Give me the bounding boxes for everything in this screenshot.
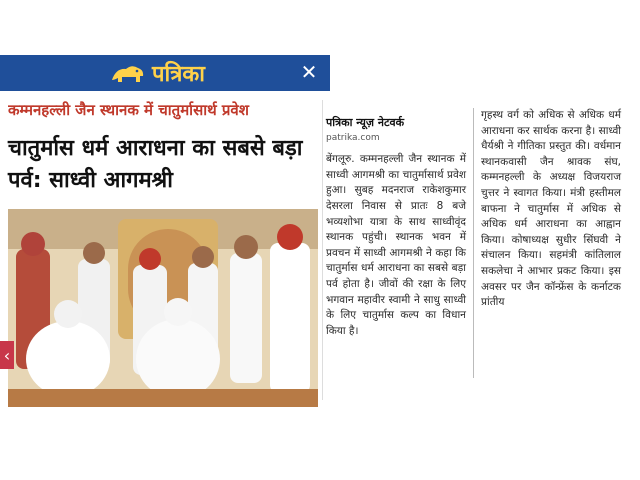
article-text: बेंगलूरु. कम्मनहल्ली जैन स्थानक में साध्वी आगमश्री का चातुर्मासार्थ प्रवेश हुआ। सुबह मदनराज राकेशकुमार देसरला निवास से प्रातः 8 बजे भव्यशोभा यात्रा के साथ साध्वीवृंद स्थानक पहुंची। स्थानक भवन में प्रवचन में साध्वी आगमश्री ने कहा कि चातुर्मास धर्म आराधना का सबसे बड़ा पर्व होता है। जीवों की रक्षा के लिए भगवान महावीर स्वामी ने साधु साध्वी के लिए चातुर्मास कल्प का विधान किया है। [326, 153, 466, 337]
article-column-2 [481, 108, 621, 311]
byline: पत्रिका न्यूज़ नेटवर्क [326, 116, 405, 129]
article-photo [8, 209, 318, 407]
prev-image-button[interactable]: ‹ [0, 341, 14, 369]
close-icon[interactable]: ✕ [300, 60, 318, 84]
column-divider [473, 108, 474, 378]
site-name: patrika.com [326, 132, 380, 143]
column-divider [322, 100, 323, 400]
brand-logo[interactable] [110, 59, 205, 87]
lion-icon [110, 60, 146, 86]
brand-name: पत्रिका [152, 62, 205, 87]
article-kicker: कम्मनहल्ली जैन स्थानक में चातुर्मासार्थ प्रवेश [8, 101, 249, 119]
header-bar [0, 55, 330, 91]
article-headline: चातुर्मास धर्म आराधना का सबसे बड़ा पर्व: साध्वी आगमश्री [8, 136, 303, 193]
article-text: गृहस्थ वर्ग को अधिक से अधिक धर्म आराधना कर सार्थक करना है। साध्वी धैर्यश्री ने गीतिका प्रस्तुत की। वर्धमान स्थानकवासी जैन श्रावक संघ, कम्मनहल्ली के अध्यक्ष विजयराज चुत्तर ने स्वागत किया। मंत्री हस्तीमल बाफना ने चातुर्मास में अधिक से अधिक धर्म आराधना का आह्वान किया। कोषाध्यक्ष सुधीर सिंघवी ने संचालन किया। सहमंत्री कांतिलाल सकलेचा ने आभार प्रकट किया। इस अवसर पर जैन कॉन्फ्रेंस के कर्नाटक प्रांतीय [481, 109, 621, 309]
article-column-1 [326, 115, 466, 339]
